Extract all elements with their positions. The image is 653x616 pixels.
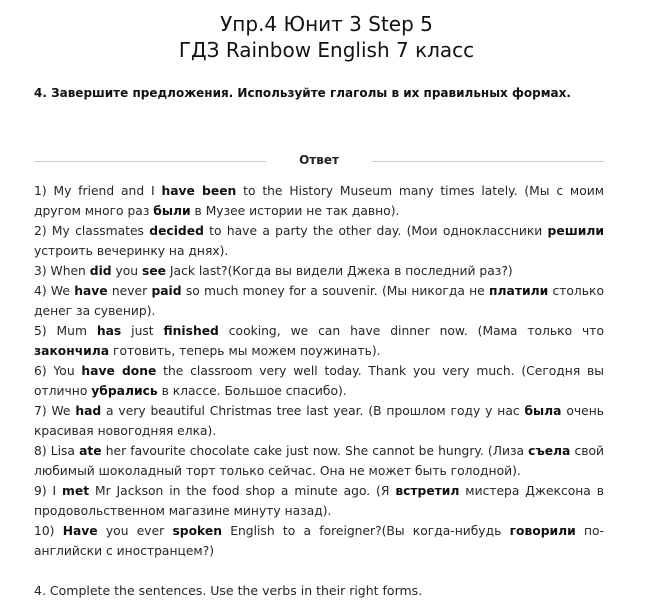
answer-text: мистера Джексона в продовольственном магазине минуту назад). [34,484,604,518]
answer-text: столько денег за сувенир). [34,284,604,318]
answer-verb: had [75,404,102,418]
answer-item [34,281,604,321]
answer-text: готовить, теперь мы можем поужинать). [109,344,381,358]
answer-item [34,221,604,261]
answer-item [34,361,604,401]
divider-line-right [372,161,604,162]
answer-text: 6) You [34,364,82,378]
answer-verb: has [96,324,122,338]
answer-verb: были [153,204,191,218]
answer-text: a very beautiful Christmas tree last year. (В прошлом году у нас [101,404,525,418]
answer-verb: finished [163,324,219,338]
answer-text: you ever [97,524,173,538]
answer-text: Mr Jackson in the food shop a minute ago. (Я [89,484,396,498]
answer-verb: говорили [509,524,576,538]
answer-text: 2) My classmates [34,224,150,238]
answer-verb: съела [528,444,571,458]
answer-text: never [107,284,152,298]
answer-verb: платили [489,284,549,298]
answer-verb: did [89,264,112,278]
answer-text: 10) [34,524,63,538]
answer-text: в классе. Большое спасибо). [157,384,347,398]
answer-text: you [111,264,143,278]
answer-text: 3) When [34,264,90,278]
answer-list [34,181,604,561]
answer-text: 7) We [34,404,76,418]
answer-item [34,401,604,441]
answer-label: Ответ [299,153,339,167]
answer-verb: убрались [91,384,158,398]
english-task-instruction: 4. Complete the sentences. Use the verbs in their right forms. [34,583,423,598]
answer-verb: была [524,404,562,418]
answer-text: to the History Museum many times lately. (Мы с моим другом много раз [34,184,605,218]
answer-text: just [121,324,164,338]
answer-verb: ate [79,444,102,458]
answer-verb: закончила [34,344,110,358]
answer-verb: decided [149,224,204,238]
answer-verb: Have [62,524,98,538]
answer-verb: have [74,284,108,298]
answer-text: 5) Mum [34,324,97,338]
answer-item [34,261,604,281]
answer-text: 4) We [34,284,75,298]
task-instruction: 4. Завершите предложения. Используйте глаголы в их правильных формах. [34,86,571,100]
answer-verb: have done [81,364,157,378]
answer-text: Jack last?(Когда вы видели Джека в последний раз?) [166,264,513,278]
answer-item [34,181,604,221]
answer-text: 9) I [34,484,63,498]
answer-text: English to a foreigner?(Вы когда-нибудь [221,524,510,538]
answer-item [34,481,604,521]
answer-text: cooking, we can have dinner now. (Мама только что [218,324,604,338]
answer-text: the classroom very well today. Thank you very much. (Сегодня вы отлично [34,364,604,398]
answer-text: свой любимый шоколадный торт только сейчас. Она не может быть голодной). [34,444,605,478]
answer-verb: встретил [395,484,460,498]
answer-verb: have been [161,184,237,198]
answer-item [34,521,604,561]
answer-divider [34,152,604,170]
page-subtitle: ГДЗ Rainbow English 7 класс [178,38,475,62]
answer-text: 8) Lisa [34,444,80,458]
page-title: Упр.4 Юнит 3 Step 5 [220,12,433,36]
answer-text: to have a party the other day. (Мои одноклассники [203,224,548,238]
answer-text: her favourite chocolate cake just now. She cannot be hungry. (Лиза [101,444,529,458]
answer-text: so much money for a souvenir. (Мы никогда не [181,284,490,298]
answer-verb: решили [547,224,604,238]
answer-verb: met [62,484,90,498]
answer-verb: spoken [172,524,222,538]
answer-verb: see [142,264,167,278]
answer-text: устроить вечеринку на днях). [34,244,229,258]
answer-verb: paid [151,284,182,298]
answer-item [34,321,604,361]
answer-text: по-английски с иностранцем?) [34,524,604,558]
answer-text: очень красивая новогодняя елка). [34,404,604,438]
answer-text: 1) My friend and I [34,184,162,198]
answer-item [34,441,604,481]
answer-text: в Музее истории не так давно). [190,204,400,218]
